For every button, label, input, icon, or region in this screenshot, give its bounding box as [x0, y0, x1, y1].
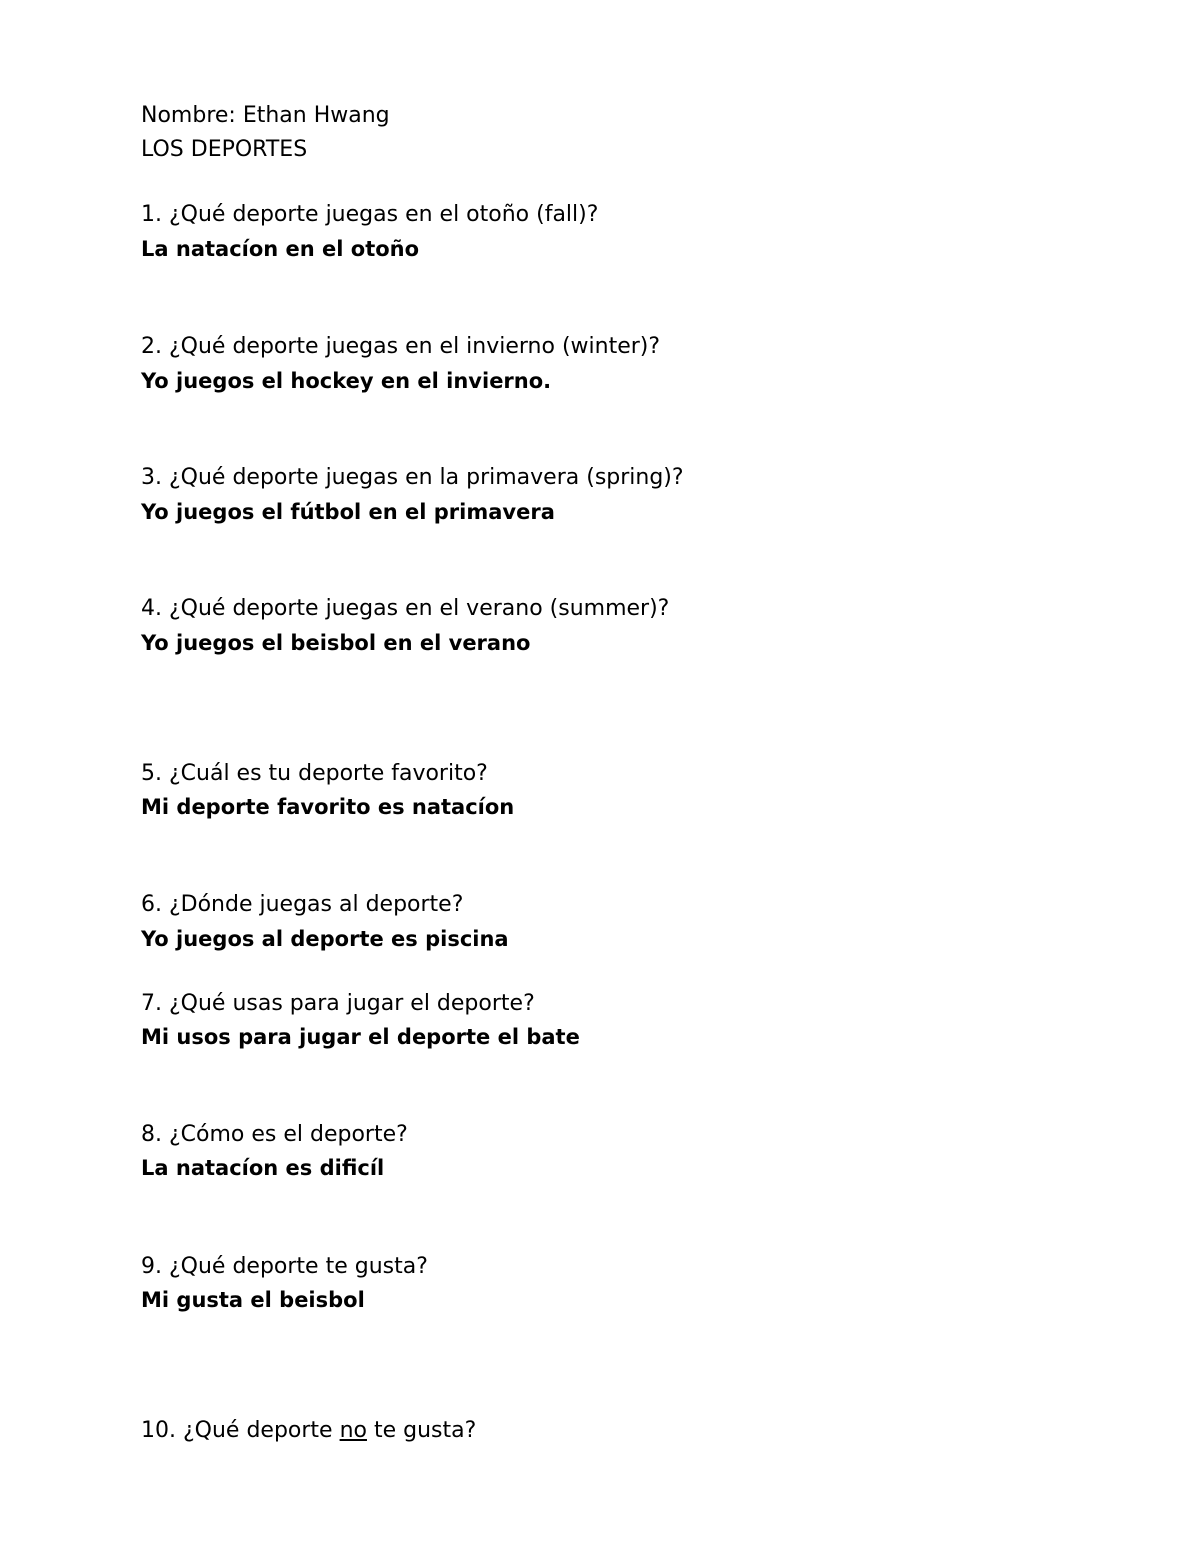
question-9: 9. ¿Qué deporte te gusta?	[141, 1254, 428, 1279]
question-10-suffix: te gusta?	[366, 1418, 477, 1443]
answer-7: Mi usos para jugar el deporte el bate	[141, 1025, 580, 1049]
answer-1: La natacíon en el otoño	[141, 237, 420, 261]
question-5: 5. ¿Cuál es tu deporte favorito?	[141, 761, 488, 786]
answer-8: La natacíon es dificíl	[141, 1156, 385, 1180]
answer-2: Yo juegos el hockey en el invierno.	[141, 369, 552, 393]
question-1: 1. ¿Qué deporte juegas en el otoño (fall)?	[141, 202, 599, 227]
worksheet-title: LOS DEPORTES	[141, 137, 308, 162]
answer-9: Mi gusta el beisbol	[141, 1288, 365, 1312]
answer-4: Yo juegos el beisbol en el verano	[141, 631, 531, 655]
question-2: 2. ¿Qué deporte juegas en el invierno (winter)?	[141, 334, 661, 359]
question-10-prefix: 10. ¿Qué deporte	[141, 1418, 340, 1443]
question-7: 7. ¿Qué usas para jugar el deporte?	[141, 991, 535, 1016]
answer-5: Mi deporte favorito es natacíon	[141, 795, 515, 819]
answer-3: Yo juegos el fútbol en el primavera	[141, 500, 555, 524]
question-3: 3. ¿Qué deporte juegas en la primavera (spring)?	[141, 465, 684, 490]
student-name: Nombre: Ethan Hwang	[141, 103, 390, 128]
question-10-underlined-no: no	[339, 1418, 367, 1443]
question-4: 4. ¿Qué deporte juegas en el verano (summer)?	[141, 596, 670, 621]
question-8: 8. ¿Cómo es el deporte?	[141, 1122, 408, 1147]
question-6: 6. ¿Dónde juegas al deporte?	[141, 892, 464, 917]
answer-6: Yo juegos al deporte es piscina	[141, 927, 509, 951]
question-10	[141, 1417, 476, 1445]
